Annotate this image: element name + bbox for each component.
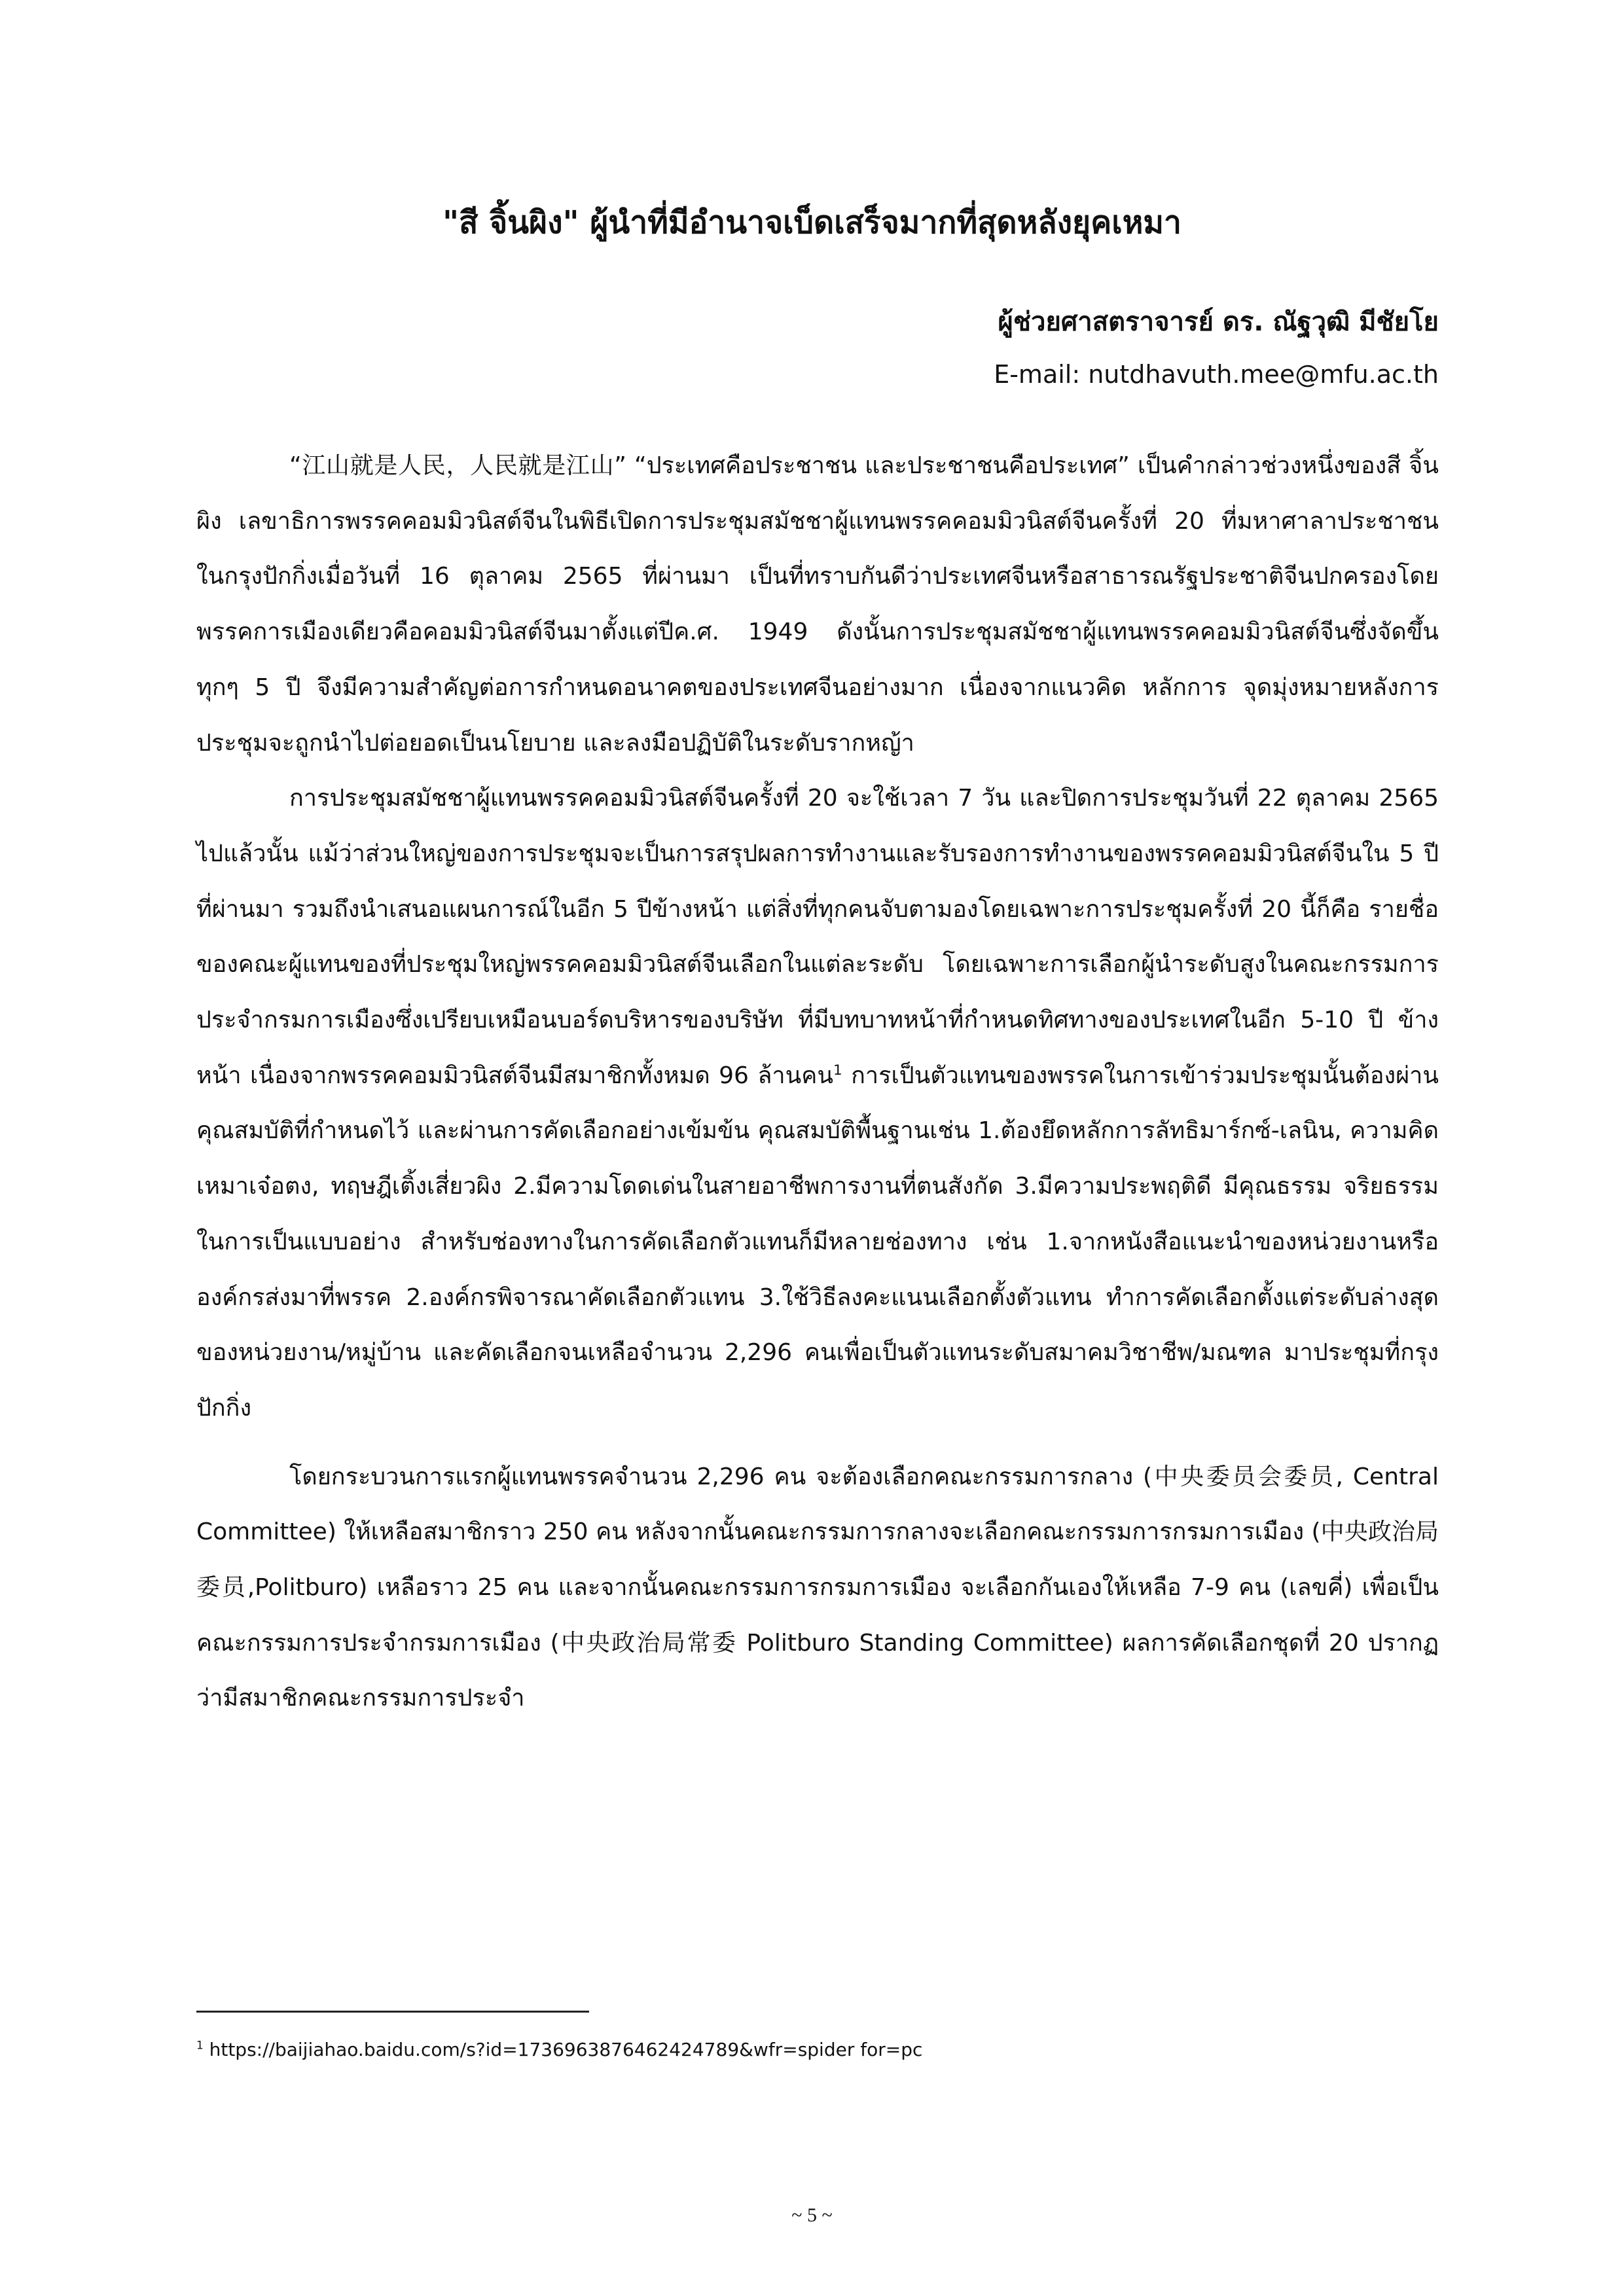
paragraph-3-text: โดยกระบวนการแรกผู้แทนพรรคจำนวน 2,296 คน จะต้องเลือกคณะกรรมการกลาง (中央委员会委员, Central Committee) ให้เหลือสมาชิกราว 250 คน หลังจากนั้นคณะกรรมการกลางจะเลือกคณะกรรมการกรมการเมือง (中央政治局委员,Politburo) เหลือราว 25 คน และจากนั้นคณะกรรมการกรมการเมือง จะเลือกกันเองให้เหลือ 7-9 คน (เลขคี่) เพื่อเป็นคณะกรรมการประจำกรมการเมือง (中央政治局常委 Politburo Standing Committee) ผลการคัดเลือกชุดที่ 20 ปรากฏว่ามีสมาชิกคณะกรรมการประจำ <box>196 1463 1439 1712</box>
author-name: ผู้ช่วยศาสตราจารย์ ดร. ณัฐวุฒิ มีชัยโย <box>998 307 1439 337</box>
footnote-separator <box>196 2011 589 2013</box>
paragraph-2 <box>196 771 1439 1436</box>
paragraph-2-text-b: การเป็นตัวแทนของพรรคในการเข้าร่วมประชุมนั้นต้องผ่านคุณสมบัติที่กำหนดไว้ และผ่านการคัดเลือกอย่างเข้มข้น คุณสมบัติพื้นฐานเช่น 1.ต้องยึดหลักการลัทธิมาร์กซ์-เลนิน, ความคิดเหมาเจ๋อตง, ทฤษฎีเติ้งเสี่ยวผิง 2.มีความโดดเด่นในสายอาชีพการงานที่ตนสังกัด 3.มีความประพฤติดี มีคุณธรรม จริยธรรมในการเป็นแบบอย่าง สำหรับช่องทางในการคัดเลือกตัวแทนก็มีหลายช่องทาง เช่น 1.จากหนังสือแนะนำของหน่วยงานหรือองค์กรส่งมาที่พรรค 2.องค์กรพิจารณาคัดเลือกตัวแทน 3.ใช้วิธีลงคะแนนเลือกตั้งตัวแทน ทำการคัดเลือกตั้งแต่ระดับล่างสุดของหน่วยงาน/หมู่บ้าน และคัดเลือกจนเหลือจำนวน 2,296 คนเพื่อเป็นตัวแทนระดับสมาคมวิชาชีพ/มณฑล มาประชุมที่กรุงปักกิ่ง <box>196 1062 1439 1422</box>
footnote-marker: 1 <box>833 1062 842 1079</box>
footnote-number: 1 <box>196 2038 204 2052</box>
footnote <box>196 2036 1439 2064</box>
article-body <box>196 439 1439 1727</box>
paragraph-2-text-a: การประชุมสมัชชาผู้แทนพรรคคอมมิวนิสต์จีนครั้งที่ 20 จะใช้เวลา 7 วัน และปิดการประชุมวันที่ 22 ตุลาคม 2565 ไปแล้วนั้น แม้ว่าส่วนใหญ่ของการประชุมจะเป็นการสรุปผลการทำงานและรับรองการทำงานของพรรคคอมมิวนิสต์จีนใน 5 ปีที่ผ่านมา รวมถึงนำเสนอแผนการณ์ในอีก 5 ปีข้างหน้า แต่สิ่งที่ทุกคนจับตามองโดยเฉพาะการประชุมครั้งที่ 20 นี้ก็คือ รายชื่อของคณะผู้แทนของที่ประชุมใหญ่พรรคคอมมิวนิสต์จีนเลือกในแต่ละระดับ โดยเฉพาะการเลือกผู้นำระดับสูงในคณะกรรมการประจำกรมการเมืองซึ่งเปรียบเหมือนบอร์ดบริหารของบริษัท ที่มีบทบาทหน้าที่กำหนดทิศทางของประเทศในอีก 5-10 ปี ข้างหน้า เนื่องจากพรรคคอมมิวนิสต์จีนมีสมาชิกทั้งหมด 96 ล้านคน <box>196 785 1439 1089</box>
paragraph-1 <box>196 439 1439 771</box>
paragraph-1-text: “江山就是人民，人民就是江山” “ประเทศคือประชาชน และประชาชนคือประเทศ” เป็นคำกล่าวช่วงหนึ่งของสี จิ้นผิง เลขาธิการพรรคคอมมิวนิสต์จีนในพิธีเปิดการประชุมสมัชชาผู้แทนพรรคคอมมิวนิสต์จีนครั้งที่ 20 ที่มหาศาลาประชาชน ในกรุงปักกิ่งเมื่อวันที่ 16 ตุลาคม 2565 ที่ผ่านมา เป็นที่ทราบกันดีว่าประเทศจีนหรือสาธารณรัฐประชาติจีนปกครองโดยพรรคการเมืองเดียวคือคอมมิวนิสต์จีนมาตั้งแต่ปีค.ศ. 1949 ดังนั้นการประชุมสมัชชาผู้แทนพรรคคอมมิวนิสต์จีนซึ่งจัดขึ้นทุกๆ 5 ปี จึงมีความสำคัญต่อการกำหนดอนาคตของประเทศจีนอย่างมาก เนื่องจากแนวคิด หลักการ จุดมุ่งหมายหลังการประชุมจะถูกนำไปต่อยอดเป็นนโยบาย และลงมือปฏิบัติในระดับรากหญ้า <box>196 452 1439 757</box>
footnote-url: https://baijiahao.baidu.com/s?id=1736963876462424789&wfr=spider for=pc <box>203 2039 923 2060</box>
paragraph-3 <box>196 1450 1439 1727</box>
article-title: "สี จิ้นผิง" ผู้นำที่มีอำนาจเบ็ดเสร็จมากที่สุดหลังยุคเหมา <box>442 204 1182 241</box>
author-email: E-mail: nutdhavuth.mee@mfu.ac.th <box>994 360 1439 389</box>
page-number: ~ 5 ~ <box>791 2204 833 2226</box>
